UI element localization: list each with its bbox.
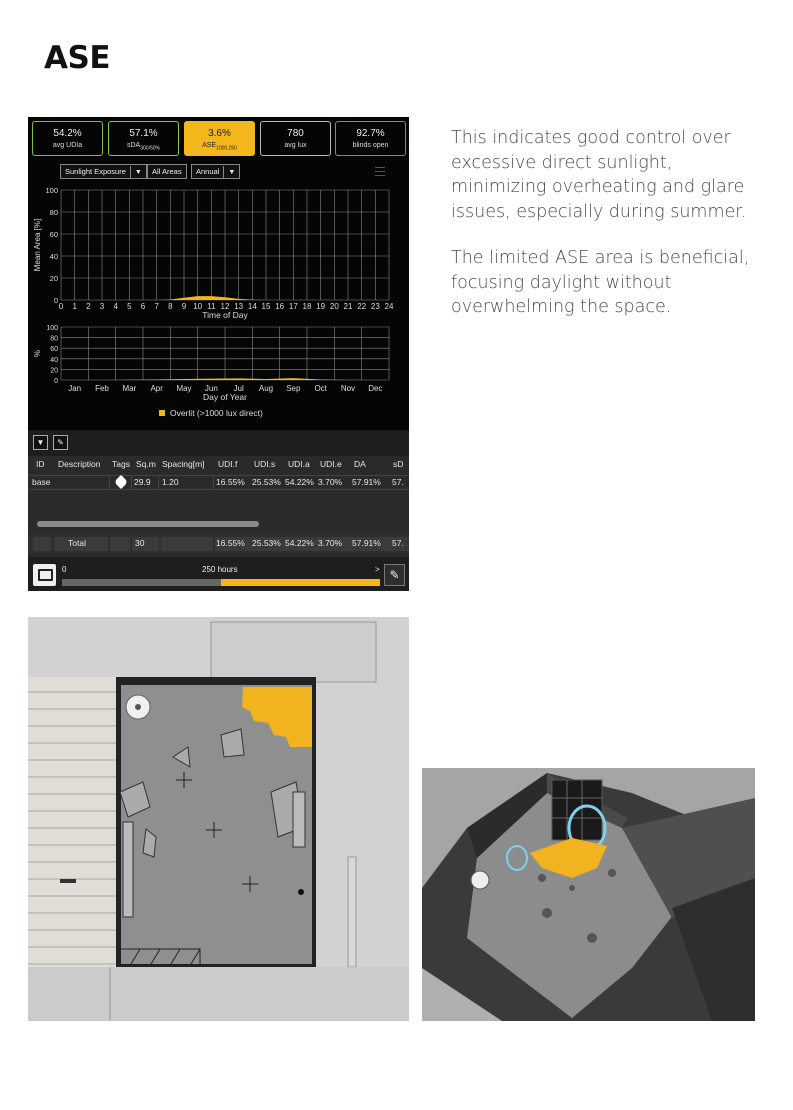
x-tick-label: 21 <box>343 302 353 311</box>
cell-udis: 25.53% <box>252 477 281 487</box>
kpi-value: 780 <box>287 128 304 139</box>
x-tick-label: 2 <box>86 302 91 311</box>
total-udie: 3.70% <box>318 538 343 548</box>
kpi-label: avg UDIa <box>52 142 83 149</box>
table-header-row <box>28 458 409 473</box>
x-tick-label: Jun <box>204 384 218 393</box>
x-tick-label: Oct <box>314 384 327 393</box>
col-sqm[interactable]: Sq.m <box>136 459 156 469</box>
y-tick-label: 60 <box>50 346 58 354</box>
x-tick-label: 8 <box>168 302 173 311</box>
results-table <box>28 456 409 524</box>
y-tick-label: 100 <box>46 325 58 332</box>
kpi-blinds-open[interactable] <box>335 121 406 156</box>
legend-label: Overlit (>1000 lux direct) <box>170 408 263 418</box>
x-tick-label: Aug <box>258 384 274 393</box>
y-tick-label: 40 <box>50 356 58 364</box>
col-udie[interactable]: UDI.e <box>320 459 342 469</box>
x-tick-label: 0 <box>58 302 64 311</box>
y-tick-label: 20 <box>49 274 58 283</box>
legend-swatch <box>159 410 165 416</box>
y-tick-label: 0 <box>54 378 58 385</box>
period-dropdown[interactable] <box>191 164 240 179</box>
cell-spacing: 1.20 <box>162 477 179 487</box>
x-tick-label: 15 <box>261 302 271 311</box>
perspective-render <box>422 768 755 1021</box>
col-id[interactable]: ID <box>36 459 45 469</box>
x-tick-label: Sep <box>286 384 301 393</box>
plan-view-render <box>28 617 409 1021</box>
chevron-down-icon: ▼ <box>223 166 235 179</box>
total-udif: 16.55% <box>216 538 245 548</box>
x-tick-label: Jan <box>68 384 82 393</box>
kpi-label: blinds open <box>352 142 389 149</box>
col-udis[interactable]: UDI.s <box>254 459 276 469</box>
col-tags[interactable]: Tags <box>112 459 130 469</box>
x-tick-label: 23 <box>370 302 380 311</box>
hours-slider[interactable] <box>62 579 380 586</box>
kpi-value: 57.1% <box>129 128 158 139</box>
x-tick-label: 17 <box>288 302 298 311</box>
kpi-avg-lux[interactable] <box>260 121 331 156</box>
slider-min-label: 0 <box>62 565 67 574</box>
total-da: 57.91% <box>352 538 381 548</box>
kpi-label <box>185 142 254 151</box>
col-description[interactable]: Description <box>58 459 101 469</box>
kpi-label-main: sDA <box>127 142 141 149</box>
x-tick-label: Feb <box>95 384 109 393</box>
menu-icon[interactable] <box>375 167 385 176</box>
cell-udif: 16.55% <box>216 477 245 487</box>
y-tick-label: 100 <box>45 186 58 195</box>
metric-dropdown[interactable] <box>60 164 147 179</box>
tag-icon[interactable] <box>114 475 128 489</box>
total-udia: 54.22% <box>285 538 314 548</box>
x-tick-label: 9 <box>181 302 187 311</box>
y-tick-label: 80 <box>50 335 58 343</box>
x-tick-label: 10 <box>193 302 203 311</box>
kpi-value: 3.6% <box>208 128 231 139</box>
charts-svg <box>28 183 409 430</box>
x-tick-label: 7 <box>154 302 159 311</box>
x-tick-label: 18 <box>302 302 312 311</box>
col-spacing[interactable]: Spacing[m] <box>162 459 205 469</box>
cell-sda: 57. <box>392 477 404 487</box>
total-label: Total <box>68 538 86 548</box>
x-tick-label: Nov <box>340 384 356 393</box>
y-axis-label: % <box>33 349 42 358</box>
cell-id: base <box>32 477 51 487</box>
kpi-ase[interactable] <box>184 121 255 156</box>
y-tick-label: 40 <box>49 252 58 261</box>
total-sqm: 30 <box>135 538 145 548</box>
cell-udia: 54.22% <box>285 477 314 487</box>
screen-icon[interactable] <box>33 564 56 586</box>
x-tick-label: 4 <box>113 302 118 311</box>
slider-fill <box>221 579 380 586</box>
cell-udie: 3.70% <box>318 477 343 487</box>
x-tick-label: Apr <box>150 384 163 393</box>
x-tick-label: Mar <box>122 384 137 393</box>
x-tick-label: 20 <box>329 302 339 311</box>
col-sda[interactable]: sD <box>393 459 404 469</box>
y-tick-label: 60 <box>49 230 58 239</box>
cell-sqm: 29.9 <box>134 477 151 487</box>
x-tick-label: 6 <box>140 302 146 311</box>
paragraph-1: This indicates good control over excessive direct sunlight, minimizing overheating and glare issues, especially during summer. <box>451 128 747 222</box>
slider-center-label: 250 hours <box>202 565 238 574</box>
kpi-label <box>109 142 178 151</box>
period-dropdown-value: Annual <box>196 167 220 176</box>
kpi-udia[interactable] <box>32 121 103 156</box>
x-tick-label: May <box>176 384 192 393</box>
table-total-row <box>28 535 409 553</box>
x-tick-label: 1 <box>72 302 77 311</box>
areas-dropdown[interactable] <box>147 164 187 179</box>
plots-area <box>28 117 409 430</box>
metric-dropdown-value: Sunlight Exposure <box>65 167 126 176</box>
x-tick-label: 11 <box>207 302 216 311</box>
x-tick-label: 24 <box>384 302 394 311</box>
table-row[interactable] <box>28 475 409 490</box>
x-tick-label: 3 <box>99 302 105 311</box>
daylight-analysis-panel <box>28 117 409 591</box>
slider-max-label: > <box>375 565 380 574</box>
kpi-label-sub: 1000,250 <box>216 145 237 152</box>
col-udif[interactable]: UDI.f <box>218 459 238 469</box>
x-tick-label: 22 <box>357 302 367 311</box>
x-tick-label: 16 <box>275 302 285 311</box>
horizontal-scrollbar[interactable] <box>37 521 259 527</box>
kpi-label-sub: 300/50% <box>140 145 160 152</box>
areas-dropdown-value: All Areas <box>152 167 182 176</box>
filter-icon[interactable]: ▼ <box>33 435 48 450</box>
chevron-down-icon: ▼ <box>130 166 142 179</box>
total-udis: 25.53% <box>252 538 281 548</box>
page-title: ASE <box>44 40 110 76</box>
x-tick-label: 14 <box>247 302 257 311</box>
x-tick-label: 5 <box>127 302 132 311</box>
total-sda: 57. <box>392 538 404 548</box>
kpi-value: 92.7% <box>356 128 385 139</box>
cell-da: 57.91% <box>352 477 381 487</box>
col-da[interactable]: DA <box>354 459 366 469</box>
y-tick-label: 80 <box>49 208 58 217</box>
x-axis-label: Time of Day <box>202 310 248 320</box>
kpi-label-main: ASE <box>202 142 217 149</box>
kpi-value: 54.2% <box>53 128 82 139</box>
kpi-row <box>32 121 406 157</box>
x-axis-label: Day of Year <box>203 392 247 402</box>
threshold-slider-bar <box>28 557 409 591</box>
x-tick-label: 12 <box>220 302 230 311</box>
x-tick-label: 19 <box>316 302 326 311</box>
kpi-label: avg lux <box>284 142 307 149</box>
col-udia[interactable]: UDI.a <box>288 459 310 469</box>
y-tick-label: 20 <box>50 367 58 375</box>
pin-icon[interactable]: ✎ <box>53 435 68 450</box>
pen-icon[interactable]: ✎ <box>384 564 405 586</box>
y-axis-label: Mean Area [%] <box>33 218 42 272</box>
x-tick-label: Jul <box>233 384 244 393</box>
kpi-sda[interactable] <box>108 121 179 156</box>
table-toolbar <box>28 430 409 456</box>
y-tick-label: 0 <box>53 296 58 305</box>
body-text <box>451 126 751 342</box>
x-tick-label: Dec <box>368 384 383 393</box>
paragraph-2: The limited ASE area is beneficial, focusing daylight without overwhelming the space. <box>451 248 750 317</box>
x-tick-label: 13 <box>234 302 244 311</box>
